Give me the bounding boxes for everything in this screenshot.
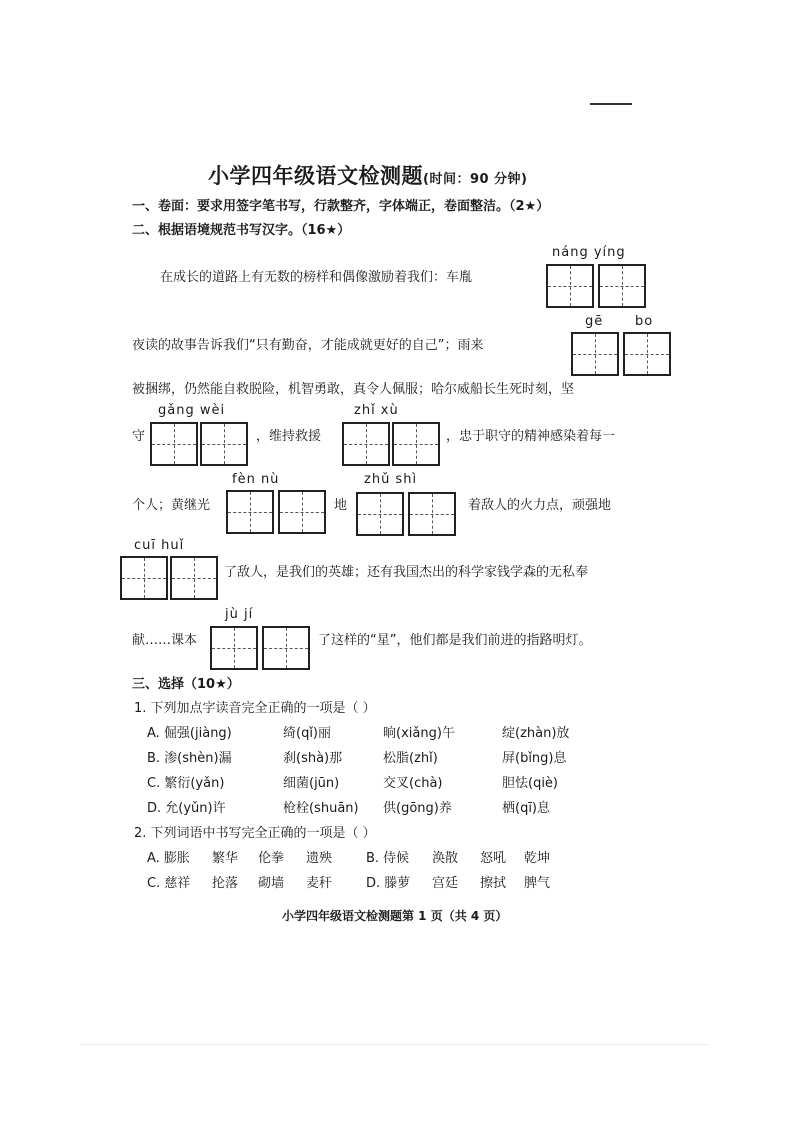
answer-box[interactable] [262,626,310,670]
q1-option-c-3: 交叉(chà) [383,776,443,791]
q2-word: 宫廷 [432,876,459,891]
answer-box[interactable] [392,422,440,466]
passage-line-3: 被捆绑，仍然能自救脱险，机智勇敢，真令人佩服；哈尔威船长生死时刻，坚 [132,382,575,397]
q1-option-c-1[interactable]: C. 繁衍(yǎn) [147,776,225,791]
q2-option-b[interactable]: B. 侍候 [366,851,410,866]
passage-line-7b: 了这样的“星”，他们都是我们前进的指路明灯。 [318,633,592,648]
answer-box[interactable] [571,332,619,376]
q2-word: 怒吼 [480,851,507,866]
passage-line-4c: ，忠于职守的精神感染着每一 [446,429,616,444]
q1-option-b-3: 松脂(zhǐ) [383,751,438,766]
pinyin-juji: jù jí [225,607,254,622]
q2-word: 涣散 [432,851,459,866]
question-1-stem: 1. 下列加点字读音完全正确的一项是（ ） [134,701,376,716]
answer-box[interactable] [623,332,671,376]
q1-option-d-2: 枪栓(shuān) [283,801,359,816]
answer-box[interactable] [210,626,258,670]
answer-box[interactable] [150,422,198,466]
pinyin-zhushi: zhǔ shì [364,472,418,487]
title-time-note: (时间：90 分钟) [423,172,528,187]
page-title [208,160,528,190]
answer-box[interactable] [120,556,168,600]
q2-word: 砌墙 [258,876,285,891]
q1-option-a-3: 晌(xiǎng)午 [383,726,455,741]
answer-box[interactable] [342,422,390,466]
q2-word: 擦拭 [480,876,507,891]
answer-box[interactable] [170,556,218,600]
answer-box[interactable] [200,422,248,466]
title-text: 小学四年级语文检测题 [208,164,423,188]
q1-option-a-1[interactable]: A. 倔强(jiàng) [147,726,232,741]
q2-word: 乾坤 [524,851,551,866]
answer-box[interactable] [408,492,456,536]
q2-option-d[interactable]: D. 滕萝 [366,876,411,891]
pinyin-nangying: náng yíng [552,245,626,260]
pinyin-cuihui: cuī huǐ [134,538,185,553]
q2-option-c[interactable]: C. 慈祥 [147,876,191,891]
q2-word: 遗殃 [306,851,333,866]
passage-line-1: 在成长的道路上有无数的榜样和偶像激励着我们：车胤 [160,270,473,285]
passage-line-4a: 守 [132,429,146,444]
passage-line-5b: 地 [334,498,348,513]
section-3: 三、选择（10★） [132,677,240,692]
q2-word: 抡落 [212,876,239,891]
q1-option-d-1[interactable]: D. 允(yǔn)许 [147,801,226,816]
q2-word: 脾气 [524,876,551,891]
q1-option-a-2: 绮(qǐ)丽 [283,726,332,741]
pinyin-ge: gē [585,314,604,329]
answer-box[interactable] [226,490,274,534]
passage-line-7a: 献……课本 [132,633,198,648]
pinyin-zhixu: zhǐ xù [354,403,399,418]
bottom-rule [80,1044,710,1045]
q1-option-d-4: 栖(qī)息 [502,801,551,816]
answer-box[interactable] [278,490,326,534]
q2-word: 麦秆 [306,876,333,891]
passage-line-4b: ，维持救援 [256,429,322,444]
pinyin-bo: bo [635,314,654,329]
q1-option-b-1[interactable]: B. 渗(shèn)漏 [147,751,232,766]
q1-option-a-4: 绽(zhàn)放 [502,726,570,741]
pinyin-gangwei: gǎng wèi [158,403,226,418]
q2-word: 繁华 [212,851,239,866]
answer-box[interactable] [546,264,594,308]
passage-line-5a: 个人；黄继光 [132,498,211,513]
answer-box[interactable] [356,492,404,536]
passage-line-6: 了敌人，是我们的英雄；还有我国杰出的科学家钱学森的无私奉 [224,565,589,580]
question-2-stem: 2. 下列词语中书写完全正确的一项是（ ） [134,826,376,841]
q1-option-d-3: 供(gōng)养 [383,801,452,816]
section-1: 一、卷面：要求用签字笔书写，行款整齐，字体端正，卷面整洁。（2★） [132,199,550,214]
passage-line-2: 夜读的故事告诉我们“只有勤奋，才能成就更好的自己”；雨来 [132,338,484,353]
answer-box[interactable] [598,264,646,308]
section-2: 二、根据语境规范书写汉字。（16★） [132,223,351,238]
q1-option-b-4: 屏(bǐng)息 [502,751,567,766]
q1-option-c-2: 细菌(jūn) [283,776,340,791]
pinyin-fennu: fèn nù [232,472,280,487]
q1-option-c-4: 胆怯(qiè) [502,776,559,791]
q2-word: 伦拳 [258,851,285,866]
q1-option-b-2: 刹(shà)那 [283,751,343,766]
q2-option-a[interactable]: A. 膨胀 [147,851,190,866]
passage-line-5c: 着敌人的火力点，顽强地 [468,498,612,513]
top-rule [590,103,632,105]
page-footer: 小学四年级语文检测题第 1 页（共 4 页） [282,909,508,923]
